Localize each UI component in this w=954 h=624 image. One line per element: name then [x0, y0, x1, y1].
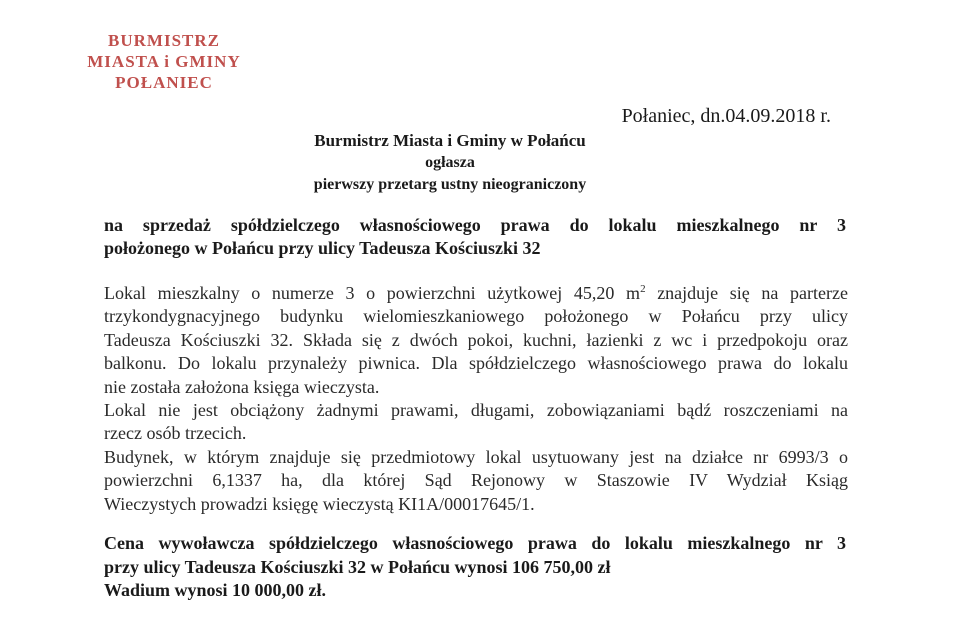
price-section: [104, 532, 846, 603]
subject-line-2: położonego w Połańcu przy ulicy Tadeusza Kościuszki 32: [104, 238, 541, 258]
description-line-2: trzykondygnacyjnego budynku wielomieszkaniowego położonego w Połańcu przy ulicy: [104, 306, 848, 327]
description-line-4: balkonu. Do lokalu przynależy piwnica. Dla spółdzielczego własnościowego prawa do lokalu: [104, 353, 848, 374]
price-line-2: przy ulicy Tadeusza Kościuszki 32 w Połańcu wynosi 106 750,00 zł: [104, 556, 611, 577]
plot-line-3: Wieczystych prowadzi księgę wieczystą KI1A/00017645/1.: [104, 493, 535, 514]
stamp-line-2: MIASTA i GMINY: [87, 52, 241, 71]
stamp-line-3: POŁANIEC: [115, 73, 213, 92]
announcement-heading: [240, 130, 660, 196]
tender-subject: [104, 214, 846, 260]
heading-issuer: Burmistrz Miasta i Gminy w Połańcu: [314, 131, 586, 150]
document-date: Połaniec, dn.04.09.2018 r.: [621, 105, 831, 127]
plot-line-1: Budynek, w którym znajduje się przedmiotowy lokal usytuowany jest na działce nr 6993/3 o: [104, 446, 848, 467]
description-line-1: [104, 282, 848, 305]
encumbrance-line-2: rzecz osób trzecich.: [104, 423, 247, 444]
deposit-line: Wadium wynosi 10 000,00 zł.: [104, 580, 327, 600]
burmistrz-stamp: [74, 30, 254, 93]
property-description: [104, 282, 848, 516]
price-line-1: Cena wywoławcza spółdzielczego własnościowego prawa do lokalu mieszkalnego nr 3: [104, 533, 846, 553]
description-line-1-tail: znajduje się na parterze: [645, 283, 848, 303]
encumbrance-line-1: Lokal nie jest obciążony żadnymi prawami, długami, zobowiązaniami bądź roszczeniami na: [104, 400, 848, 421]
plot-line-2: powierzchni 6,1337 ha, dla której Sąd Rejonowy w Staszowie IV Wydział Ksiąg: [104, 470, 848, 491]
subject-line-1: na sprzedaż spółdzielczego własnościowego prawa do lokalu mieszkalnego nr 3: [104, 215, 846, 235]
description-line-1-text: Lokal mieszkalny o numerze 3 o powierzchni użytkowej 45,20 m: [104, 283, 641, 303]
heading-tender-type: pierwszy przetarg ustny nieograniczony: [313, 176, 587, 193]
description-line-5: nie została założona księga wieczysta.: [104, 376, 380, 397]
description-line-3: Tadeusza Kościuszki 32. Składa się z dwóch pokoi, kuchni, łazienki z wc i przedpokoju oraz: [104, 329, 848, 350]
square-meter-superscript: 2: [640, 283, 646, 295]
stamp-line-1: BURMISTRZ: [108, 31, 220, 50]
heading-announces: ogłasza: [425, 154, 475, 171]
